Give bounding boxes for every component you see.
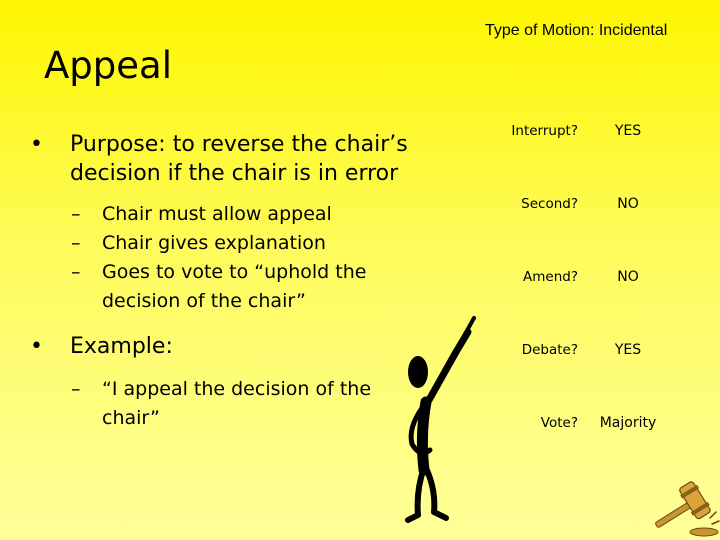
motion-property-label: Debate? [521,342,578,358]
sub-bullet-example-quote [30,375,450,433]
sub-bullet-vote [30,258,450,316]
motion-row [490,112,710,152]
sub-bullet-text: “I appeal the decision of the chair” [102,378,372,429]
motion-property-label: Amend? [523,269,578,285]
motion-property-label: Second? [521,196,578,212]
bullet-marker: • [30,132,43,157]
slide-title: Appeal [44,44,173,87]
motion-property-label: Interrupt? [511,123,578,139]
motion-property-value: YES [614,342,642,358]
bullet-example [30,332,450,361]
dash-marker: – [71,261,81,283]
sub-bullet-chair-explain [30,229,450,258]
motion-type-label: Type of Motion: Incidental [485,22,668,39]
motion-property-label: Vote? [540,415,578,431]
dash-marker: – [71,378,81,400]
bullet-list [30,130,450,433]
sub-bullet-text: Goes to vote to “uphold the decision of the chair” [102,261,367,312]
motion-row [490,404,710,444]
gavel-icon [644,474,720,538]
motion-property-value: NO [617,196,639,212]
bullet-marker: • [30,334,43,359]
sub-bullet-text: Chair must allow appeal [102,203,332,225]
dash-marker: – [71,203,81,225]
bullet-purpose [30,130,450,188]
motion-property-value: NO [617,269,639,285]
motion-row [490,185,710,225]
bullet-purpose-text: Purpose: to reverse the chair’s decision if the chair is in error [70,132,408,186]
dash-marker: – [71,232,81,254]
motion-property-value: Majority [599,415,657,431]
motion-row [490,258,710,298]
motion-row [490,331,710,371]
bullet-example-text: Example: [70,334,173,359]
sub-bullet-text: Chair gives explanation [102,232,326,254]
sub-bullet-chair-allow [30,200,450,229]
pointing-stick-figure-icon [396,310,496,525]
motion-property-value: YES [614,123,642,139]
